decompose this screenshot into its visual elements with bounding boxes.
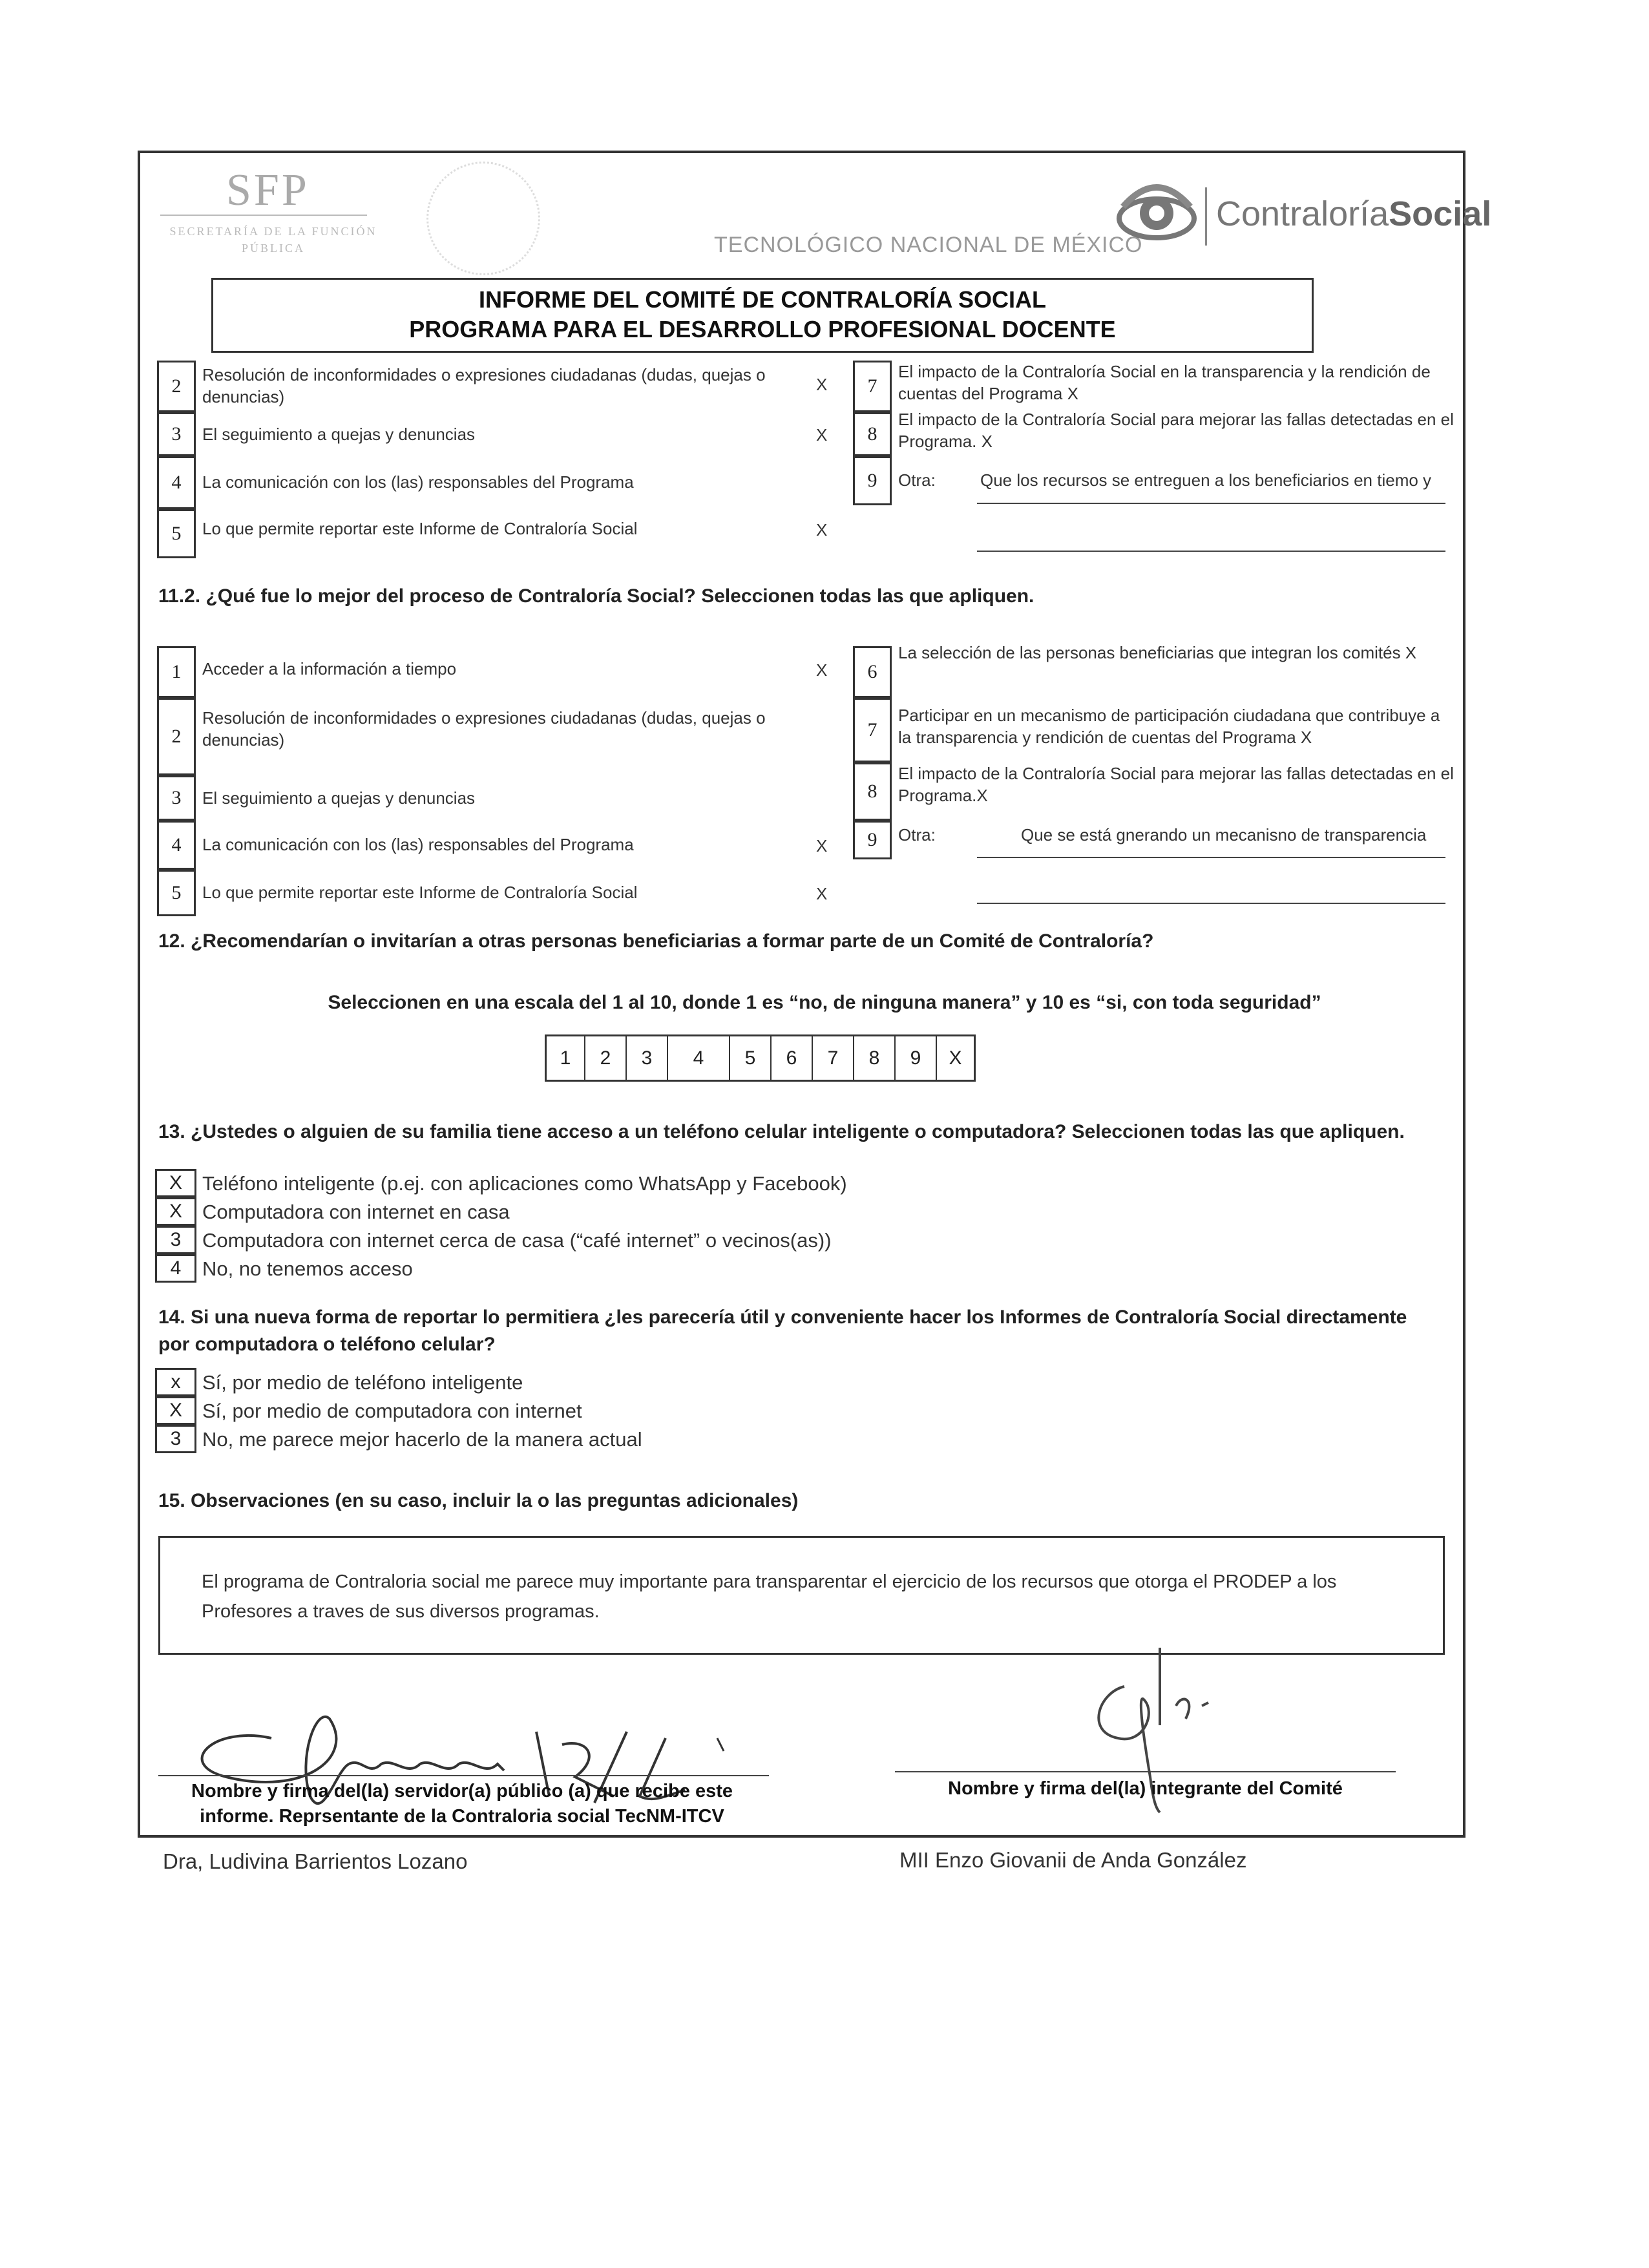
- option-mark: X: [816, 836, 828, 856]
- contraloria-social-brand: ContraloríaSocial: [1216, 194, 1492, 233]
- sfp-divider: [160, 215, 367, 216]
- scale-cell[interactable]: 4: [668, 1036, 730, 1080]
- option-number: 3: [157, 412, 196, 456]
- sfp-subtitle: SECRETARÍA DE LA FUNCIÓN PÚBLICA: [169, 225, 377, 255]
- right-signer-name: MII Enzo Giovanii de Anda González: [899, 1848, 1247, 1872]
- question-15: 15. Observaciones (en su caso, incluir la o las preguntas adicionales): [158, 1490, 799, 1511]
- option-mark: X: [816, 660, 828, 680]
- option-number: 8: [853, 762, 892, 821]
- option-label: El impacto de la Contraloría Social para mejorar las fallas detectadas en el Programa. X: [898, 410, 1454, 451]
- other-underline: [977, 857, 1445, 858]
- option-label: Computadora con internet cerca de casa (“café internet” o vecinos(as)): [202, 1229, 832, 1252]
- left-signer-name: Dra, Ludivina Barrientos Lozano: [163, 1849, 468, 1873]
- brand-divider: [1205, 187, 1207, 246]
- option-label: Computadora con internet en casa: [202, 1201, 510, 1223]
- checkbox[interactable]: 3: [155, 1425, 196, 1453]
- other-answer: Que los recursos se entreguen a los beneficiarios en tiemo y: [980, 470, 1432, 490]
- option-label: Resolución de inconformidades o expresiones ciudadanas (dudas, quejas o denuncias): [202, 708, 766, 750]
- option-label: No, no tenemos acceso: [202, 1257, 413, 1280]
- option-label: Sí, por medio de computadora con internet: [202, 1400, 582, 1422]
- option-label: El seguimiento a quejas y denuncias: [202, 425, 476, 444]
- scale-cell[interactable]: 1: [547, 1036, 585, 1080]
- other-underline: [977, 551, 1445, 552]
- right-signature-line: [895, 1771, 1396, 1772]
- option-number: 9: [853, 821, 892, 859]
- option-label: El impacto de la Contraloría Social en la transparencia y la rendición de cuentas del Programa X: [898, 362, 1431, 403]
- option-label: La selección de las personas beneficiarias que integran los comités X: [898, 643, 1417, 662]
- observations-text: El programa de Contraloria social me parece muy importante para transparentar el ejercicio de los recursos que otorga el PRODEP a los Profesores a traves de sus diversos programas.: [202, 1571, 1337, 1622]
- option-label: La comunicación con los (las) responsables del Programa: [202, 835, 634, 854]
- scale-cell[interactable]: 6: [772, 1036, 813, 1080]
- option-label: La comunicación con los (las) responsables del Programa: [202, 472, 634, 492]
- option-number: 9: [853, 456, 892, 505]
- question-14-line-2: por computadora o teléfono celular?: [158, 1334, 496, 1355]
- scale-cell[interactable]: 3: [627, 1036, 668, 1080]
- option-mark: X: [816, 520, 828, 540]
- left-signature-label: Nombre y firma del(la) servidor(a) público (a) que recibe este informe. Reprsentante de la Contraloria social TecNM-ITCV: [191, 1781, 733, 1827]
- option-label: Participar en un mecanismo de participación ciudadana que contribuye a la transparencia y rendición de cuentas del Programa X: [898, 706, 1440, 747]
- option-mark: X: [816, 375, 828, 394]
- contraloria-social-logo-icon: [1111, 168, 1202, 258]
- option-label: Resolución de inconformidades o expresiones ciudadanas (dudas, quejas o denuncias): [202, 365, 766, 406]
- scale-cell[interactable]: 7: [813, 1036, 854, 1080]
- mexico-seal-icon: [426, 162, 540, 275]
- option-number: 2: [157, 698, 196, 775]
- right-signature-label: Nombre y firma del(la) integrante del Comité: [948, 1778, 1343, 1799]
- checkbox[interactable]: X: [155, 1197, 196, 1226]
- option-number: 4: [157, 821, 196, 870]
- rating-scale: [545, 1034, 976, 1082]
- option-label: Acceder a la información a tiempo: [202, 659, 457, 678]
- option-mark: X: [816, 884, 828, 903]
- other-underline: [977, 903, 1445, 904]
- other-label: Otra:: [898, 825, 936, 845]
- option-label: Lo que permite reportar este Informe de Contraloría Social: [202, 519, 638, 538]
- option-label: El impacto de la Contraloría Social para mejorar las fallas detectadas en el Programa.X: [898, 764, 1454, 805]
- checkbox[interactable]: 4: [155, 1254, 196, 1283]
- option-label: Teléfono inteligente (p.ej. con aplicaciones como WhatsApp y Facebook): [202, 1172, 847, 1195]
- question-13: 13. ¿Ustedes o alguien de su familia tiene acceso a un teléfono celular inteligente o computadora? Seleccionen todas las que apliquen.: [158, 1121, 1405, 1142]
- question-14: 14. Si una nueva forma de reportar lo permitiera ¿les parecería útil y conveniente hacer los Informes de Contraloría Social directamente: [158, 1307, 1407, 1328]
- checkbox[interactable]: 3: [155, 1226, 196, 1254]
- option-number: 8: [853, 412, 892, 456]
- scale-cell[interactable]: 5: [730, 1036, 772, 1080]
- option-number: 7: [853, 698, 892, 762]
- option-number: 7: [853, 361, 892, 412]
- checkbox[interactable]: X: [155, 1169, 196, 1197]
- checkbox[interactable]: x: [155, 1368, 196, 1396]
- option-number: 6: [853, 646, 892, 698]
- option-number: 5: [157, 870, 196, 916]
- option-number: 4: [157, 456, 196, 509]
- option-number: 1: [157, 646, 196, 698]
- left-signature-line: [158, 1775, 769, 1776]
- title-line-2: PROGRAMA PARA EL DESARROLLO PROFESIONAL DOCENTE: [409, 316, 1116, 342]
- question-12: 12. ¿Recomendarían o invitarían a otras personas beneficiarias a formar parte de un Comité de Contraloría?: [158, 930, 1154, 952]
- sfp-logo: SFP: [226, 165, 310, 215]
- option-mark: X: [816, 425, 828, 445]
- option-label: Lo que permite reportar este Informe de Contraloría Social: [202, 883, 638, 902]
- scale-cell[interactable]: 2: [585, 1036, 627, 1080]
- question-11-2: 11.2. ¿Qué fue lo mejor del proceso de Contraloría Social? Seleccionen todas las que apliquen.: [158, 585, 1035, 607]
- tecnm-text: TECNOLÓGICO NACIONAL DE MÉXICO: [714, 233, 1143, 257]
- scale-instruction: Seleccionen en una escala del 1 al 10, donde 1 es “no, de ninguna manera” y 10 es “si, con toda seguridad”: [328, 992, 1321, 1013]
- option-number: 3: [157, 775, 196, 821]
- other-underline: [977, 503, 1445, 504]
- option-label: El seguimiento a quejas y denuncias: [202, 788, 476, 808]
- option-number: 2: [157, 361, 196, 412]
- scale-cell[interactable]: X: [949, 1047, 962, 1069]
- other-label: Otra:: [898, 470, 936, 490]
- checkbox[interactable]: X: [155, 1396, 196, 1425]
- option-label: No, me parece mejor hacerlo de la manera actual: [202, 1428, 642, 1451]
- form-title: [211, 278, 1314, 353]
- other-answer: Que se está gnerando un mecanisno de transparencia: [1021, 825, 1427, 845]
- scale-cell[interactable]: 9: [896, 1036, 937, 1080]
- option-label: Sí, por medio de teléfono inteligente: [202, 1371, 523, 1394]
- title-line-1: INFORME DEL COMITÉ DE CONTRALORÍA SOCIAL: [479, 286, 1046, 313]
- scale-cell[interactable]: 8: [854, 1036, 896, 1080]
- option-number: 5: [157, 509, 196, 558]
